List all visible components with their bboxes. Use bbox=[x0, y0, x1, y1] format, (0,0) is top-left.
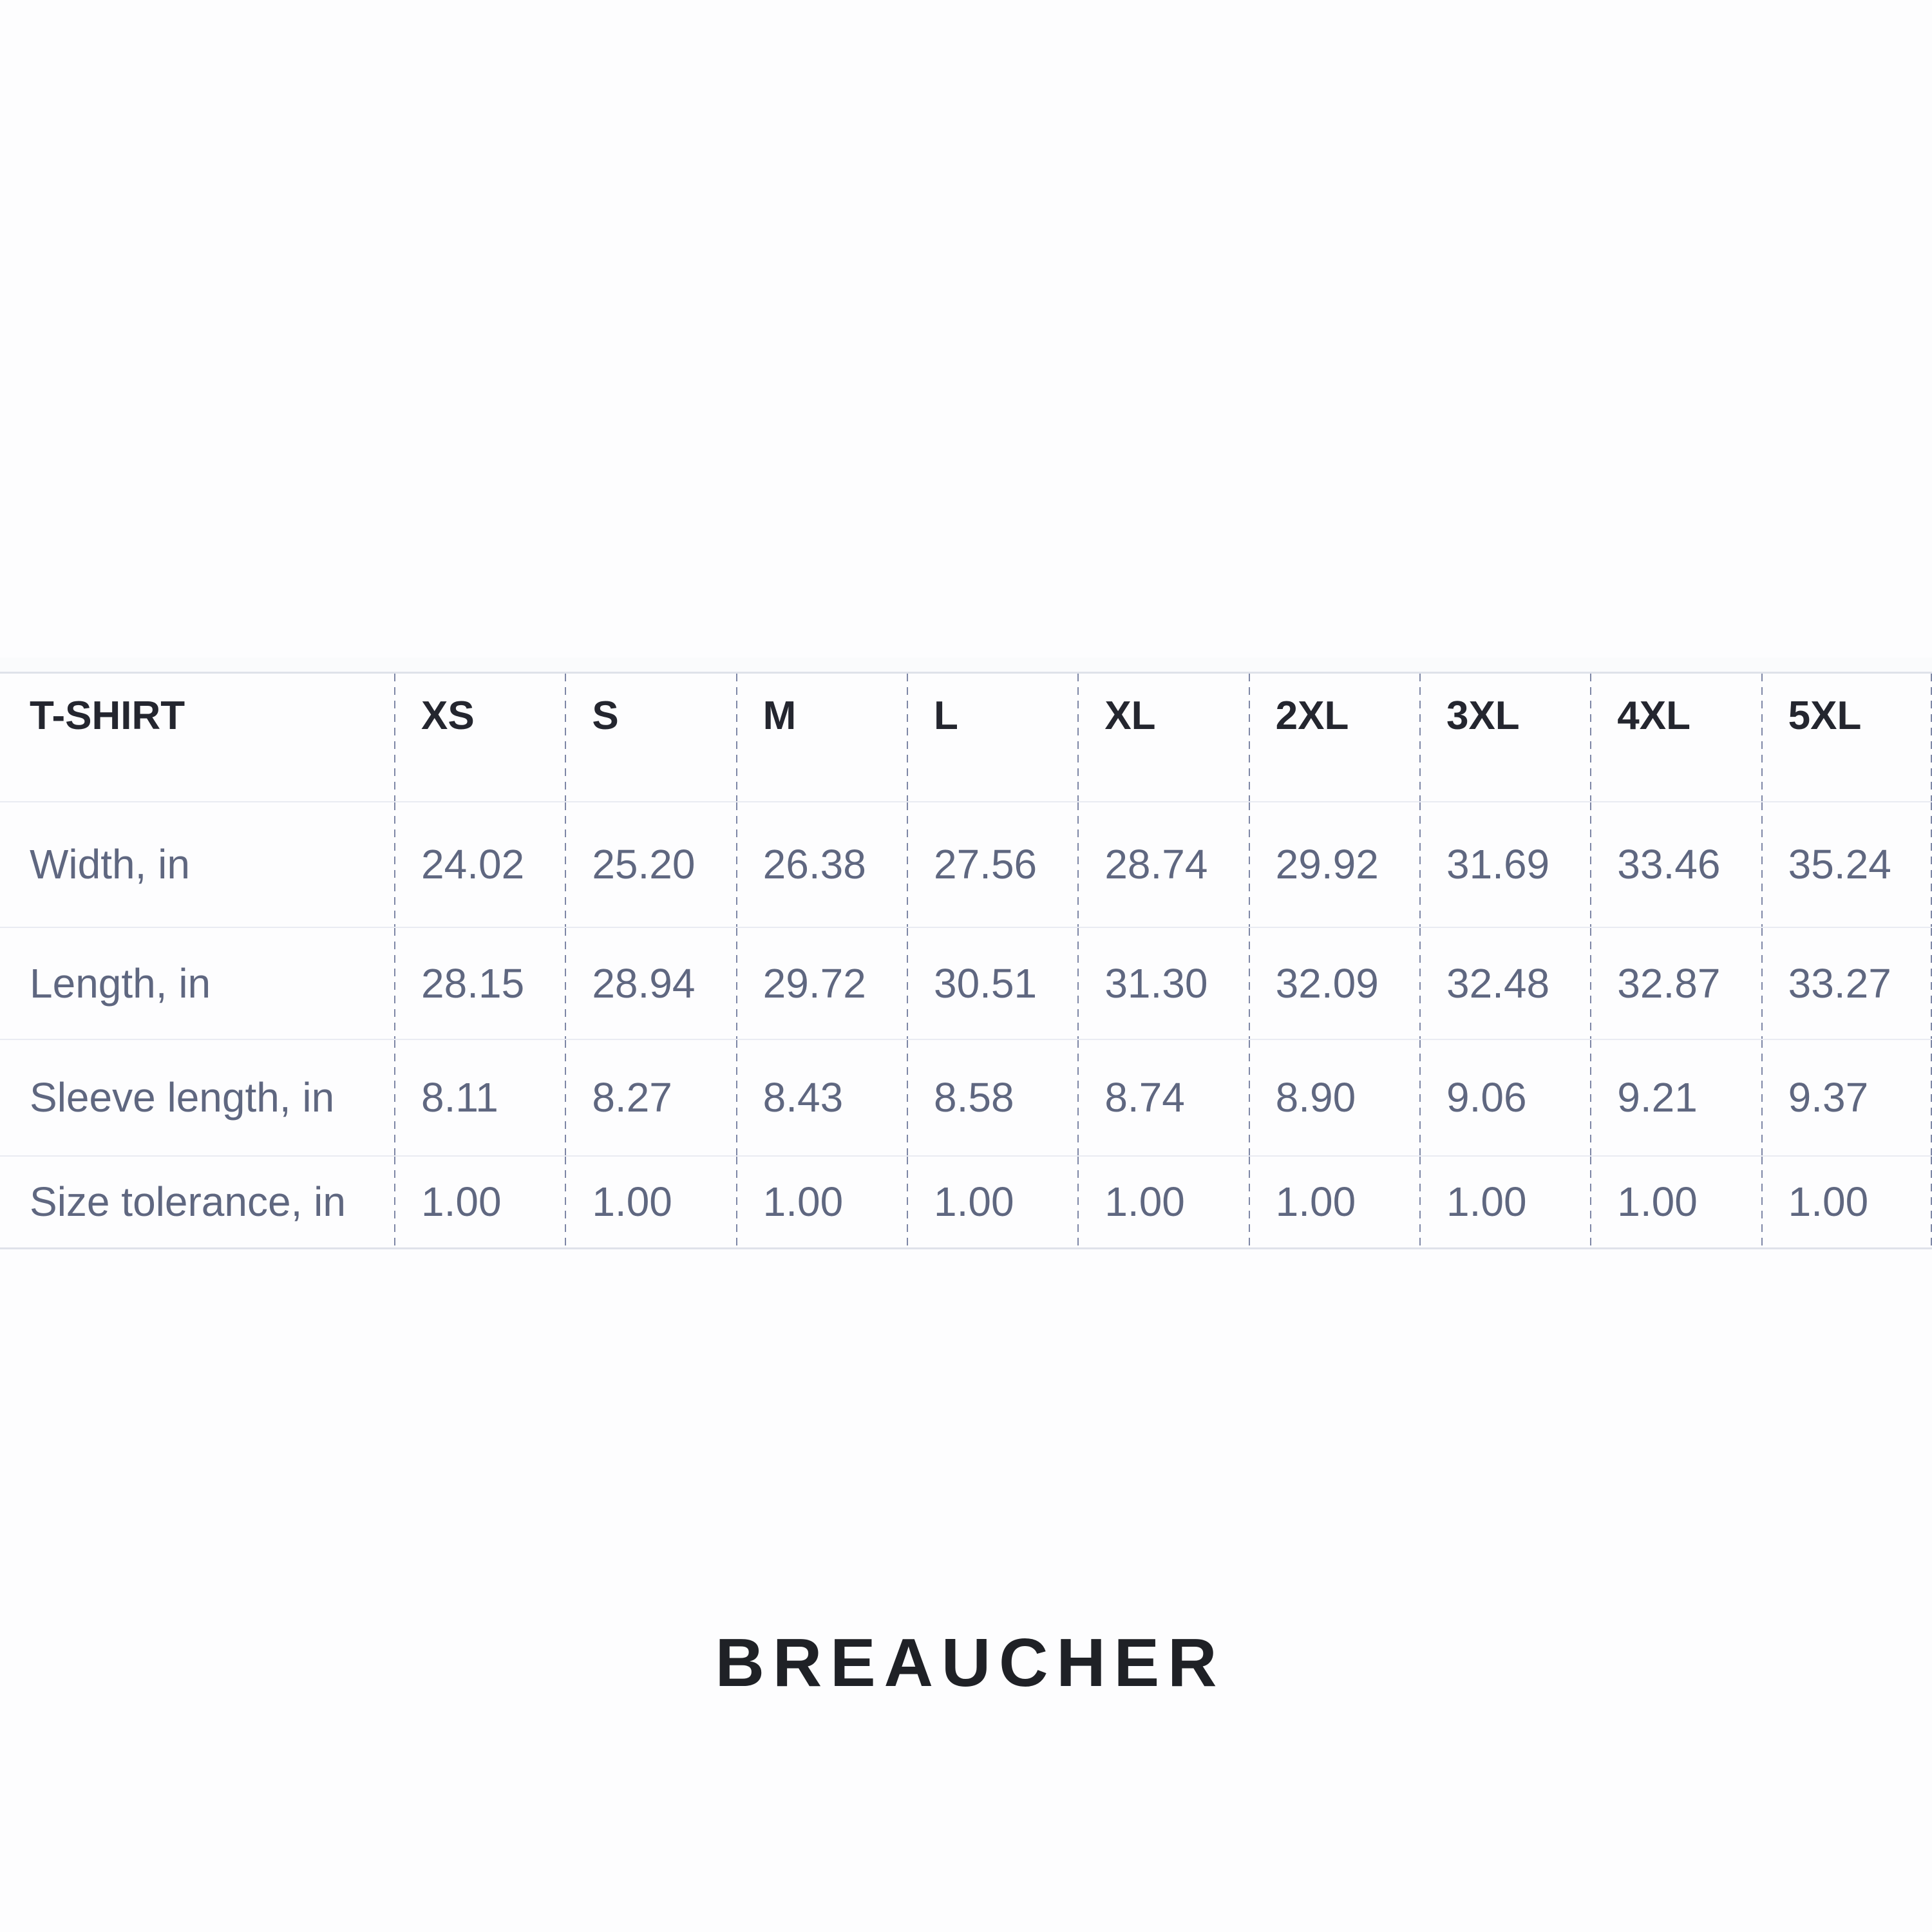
column-header-4xl: 4XL bbox=[1590, 673, 1761, 802]
value-cell: 1.00 bbox=[1590, 1156, 1761, 1249]
value-cell: 29.92 bbox=[1249, 802, 1419, 927]
value-cell: 29.72 bbox=[736, 927, 907, 1039]
table-row-length bbox=[0, 927, 1932, 1039]
brand-wordmark: BREAUCHER bbox=[715, 1625, 1226, 1701]
value-cell: 1.00 bbox=[565, 1156, 735, 1249]
column-header-xl: XL bbox=[1077, 673, 1248, 802]
value-cell: 32.48 bbox=[1419, 927, 1590, 1039]
value-cell: 31.30 bbox=[1077, 927, 1248, 1039]
table-row-sleeve-length bbox=[0, 1039, 1932, 1156]
table-title: T-SHIRT bbox=[30, 694, 185, 738]
value-cell: 32.87 bbox=[1590, 927, 1761, 1039]
value-cell: 1.00 bbox=[1419, 1156, 1590, 1249]
value-cell: 30.51 bbox=[907, 927, 1077, 1039]
size-table bbox=[0, 672, 1932, 1249]
column-header-5xl: 5XL bbox=[1761, 673, 1932, 802]
value-cell: 31.69 bbox=[1419, 802, 1590, 927]
value-cell: 8.27 bbox=[565, 1039, 735, 1156]
value-cell: 28.74 bbox=[1077, 802, 1248, 927]
value-cell: 28.15 bbox=[394, 927, 565, 1039]
value-cell: 24.02 bbox=[394, 802, 565, 927]
value-cell: 32.09 bbox=[1249, 927, 1419, 1039]
value-cell: 9.21 bbox=[1590, 1039, 1761, 1156]
header-row bbox=[0, 673, 1932, 802]
column-header-xs: XS bbox=[394, 673, 565, 802]
row-label-size-tolerance: Size tolerance, in bbox=[30, 1179, 346, 1226]
value-cell: 8.58 bbox=[907, 1039, 1077, 1156]
value-cell: 33.27 bbox=[1761, 927, 1932, 1039]
value-cell: 8.74 bbox=[1077, 1039, 1248, 1156]
size-table-container bbox=[0, 672, 1932, 1249]
row-label-width: Width, in bbox=[30, 841, 190, 887]
row-label-sleeve-length: Sleeve length, in bbox=[30, 1074, 335, 1121]
value-cell: 8.90 bbox=[1249, 1039, 1419, 1156]
value-cell: 33.46 bbox=[1590, 802, 1761, 927]
value-cell: 28.94 bbox=[565, 927, 735, 1039]
value-cell: 26.38 bbox=[736, 802, 907, 927]
value-cell: 27.56 bbox=[907, 802, 1077, 927]
value-cell: 35.24 bbox=[1761, 802, 1932, 927]
value-cell: 1.00 bbox=[736, 1156, 907, 1249]
value-cell: 1.00 bbox=[1077, 1156, 1248, 1249]
value-cell: 25.20 bbox=[565, 802, 735, 927]
value-cell: 8.43 bbox=[736, 1039, 907, 1156]
row-label-length: Length, in bbox=[30, 960, 211, 1007]
value-cell: 1.00 bbox=[907, 1156, 1077, 1249]
column-header-s: S bbox=[565, 673, 735, 802]
column-header-l: L bbox=[907, 673, 1077, 802]
table-row-size-tolerance bbox=[0, 1156, 1932, 1249]
column-header-3xl: 3XL bbox=[1419, 673, 1590, 802]
column-header-2xl: 2XL bbox=[1249, 673, 1419, 802]
table-row-width bbox=[0, 802, 1932, 927]
value-cell: 1.00 bbox=[1249, 1156, 1419, 1249]
value-cell: 1.00 bbox=[1761, 1156, 1932, 1249]
value-cell: 1.00 bbox=[394, 1156, 565, 1249]
value-cell: 9.37 bbox=[1761, 1039, 1932, 1156]
value-cell: 9.06 bbox=[1419, 1039, 1590, 1156]
column-header-m: M bbox=[736, 673, 907, 802]
value-cell: 8.11 bbox=[394, 1039, 565, 1156]
